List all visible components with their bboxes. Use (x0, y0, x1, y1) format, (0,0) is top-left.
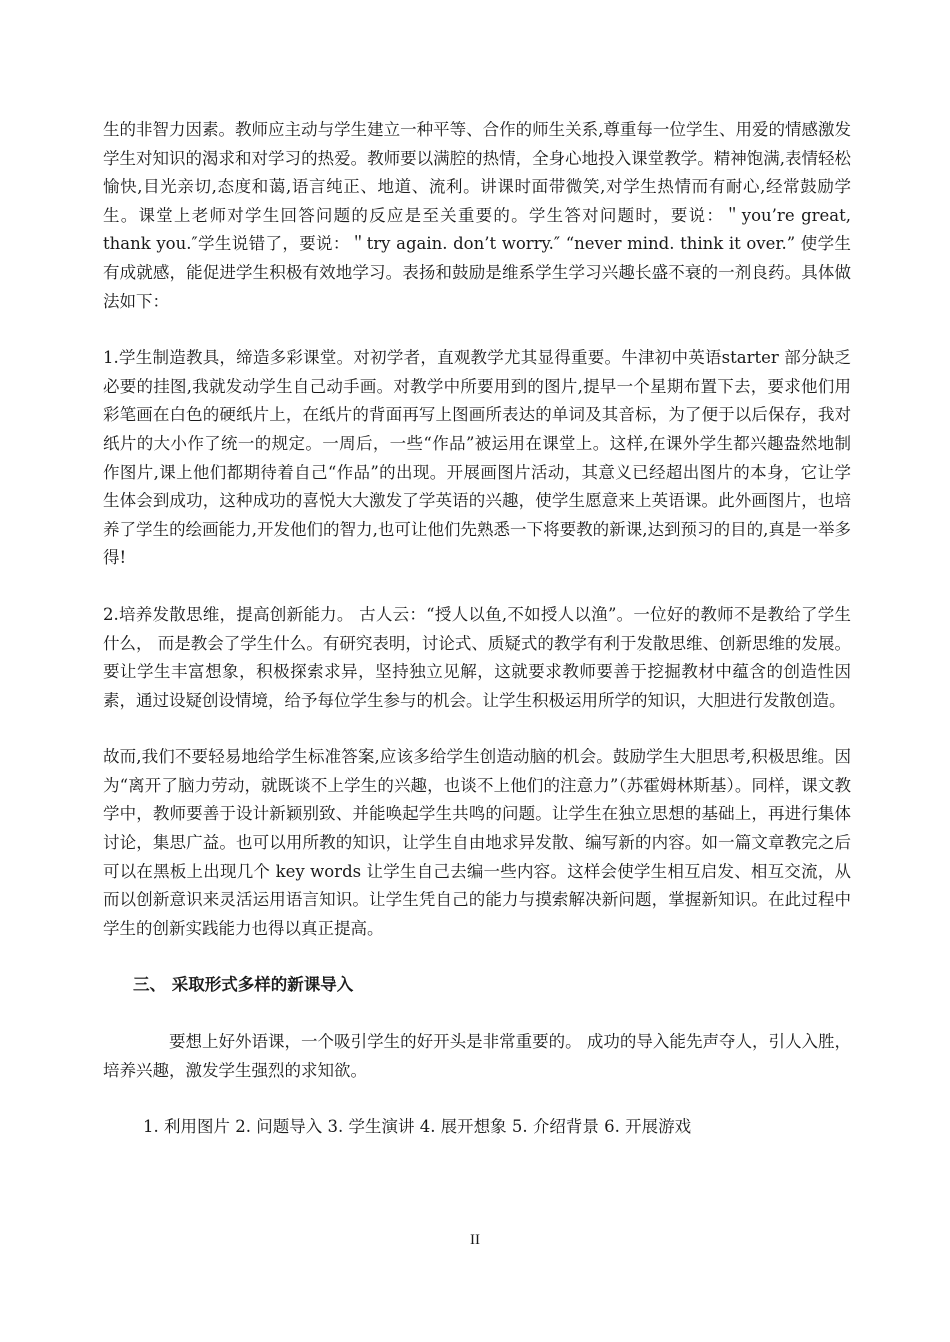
methods-list: 1. 利用图片 2. 问题导入 3. 学生演讲 4. 展开想象 5. 介绍背景 6. 开展游戏 (143, 1117, 692, 1137)
paragraph-spacer (103, 316, 851, 344)
point-1-paragraph: 1.学生制造教具，缔造多彩课堂。对初学者，直观教学尤其显得重要。牛津初中英语starter 部分缺乏必要的挂图,我就发动学生自己动手画。对教学中所要用到的图片,提早一个星期布置下去，要求他们用彩笔画在白色的硬纸片上，在纸片的背面再写上图画所表达的单词及其音标，为了便于以后保存，我对纸片的大小作了统一的规定。一周后，一些“作品”被运用在课堂上。这样,在课外学生都兴趣盎然地制作图片,课上他们都期待着自己“作品”的出现。开展画图片活动，其意义已经超出图片的本身，它让学生体会到成功，这种成功的喜悦大大激发了学英语的兴趣，使学生愿意来上英语课。此外画图片，也培养了学生的绘画能力,开发他们的智力,也可让他们先熟悉一下将要教的新课,达到预习的目的,真是一举多得! (103, 348, 851, 568)
paragraph-spacer (103, 943, 851, 971)
point-2-paragraph: 2.培养发散思维，提高创新能力。 古人云：“授人以鱼,不如授人以渔”。一位好的教师不是教给了学生什么， 而是教会了学生什么。有研究表明，讨论式、质疑式的教学有利于发散思维、创新思维的发展。要让学生丰富想象，积极探索求异，坚持独立见解，这就要求教师要善于挖掘教材中蕴含的创造性因素，通过设疑创设情境，给予每位学生参与的机会。让学生积极运用所学的知识，大胆进行发散创造。 (103, 604, 851, 710)
section-3-intro-paragraph: 要想上好外语课，一个吸引学生的好开头是非常重要的。 成功的导入能先声夺人，引人入胜，培养兴趣，激发学生强烈的求知欲。 (103, 1032, 851, 1080)
document-body (103, 116, 851, 1142)
paragraph-spacer (103, 715, 851, 743)
paragraph-spacer (103, 573, 851, 601)
conclusion-paragraph: 故而,我们不要轻易地给学生标准答案,应该多给学生创造动脑的机会。鼓励学生大胆思考,积极思维。因为“离开了脑力劳动，就既谈不上学生的兴趣，也谈不上他们的注意力”（苏霍姆林斯基）。同样，课文教学中，教师要善于设计新颖别致、并能唤起学生共鸣的问题。让学生在独立思想的基础上，再进行集体讨论，集思广益。也可以用所教的知识，让学生自由地求异发散、编写新的内容。如一篇文章教完之后可以在黑板上出现几个 key words 让学生自己去编一些内容。这样会使学生相互启发、相互交流，从而以创新意识来灵活运用语言知识。让学生凭自己的能力与摸索解决新问题，掌握新知识。在此过程中学生的创新实践能力也得以真正提高。 (103, 747, 851, 938)
paragraph-spacer (103, 1085, 851, 1113)
intro-paragraph: 生的非智力因素。教师应主动与学生建立一种平等、合作的师生关系,尊重每一位学生、用爱的情感激发学生对知识的渴求和对学习的热爱。教师要以满腔的热情，全身心地投入课堂教学。精神饱满,表情轻松愉快,目光亲切,态度和蔼,语言纯正、地道、流利。讲课时面带微笑,对学生热情而有耐心,经常鼓励学生。课堂上老师对学生回答问题的反应是至关重要的。学生答对问题时，要说：＂you’re great, thank you.″学生说错了，要说：＂try again. don’t worry.″ “never mind. think it over.” 使学生有成就感，能促进学生积极有效地学习。表扬和鼓励是维系学生学习兴趣长盛不衰的一剂良药。具体做法如下： (103, 120, 851, 311)
section-3-heading: 三、 采取形式多样的新课导入 (133, 975, 354, 995)
page-number: II (470, 1232, 480, 1248)
paragraph-spacer (103, 1000, 851, 1028)
